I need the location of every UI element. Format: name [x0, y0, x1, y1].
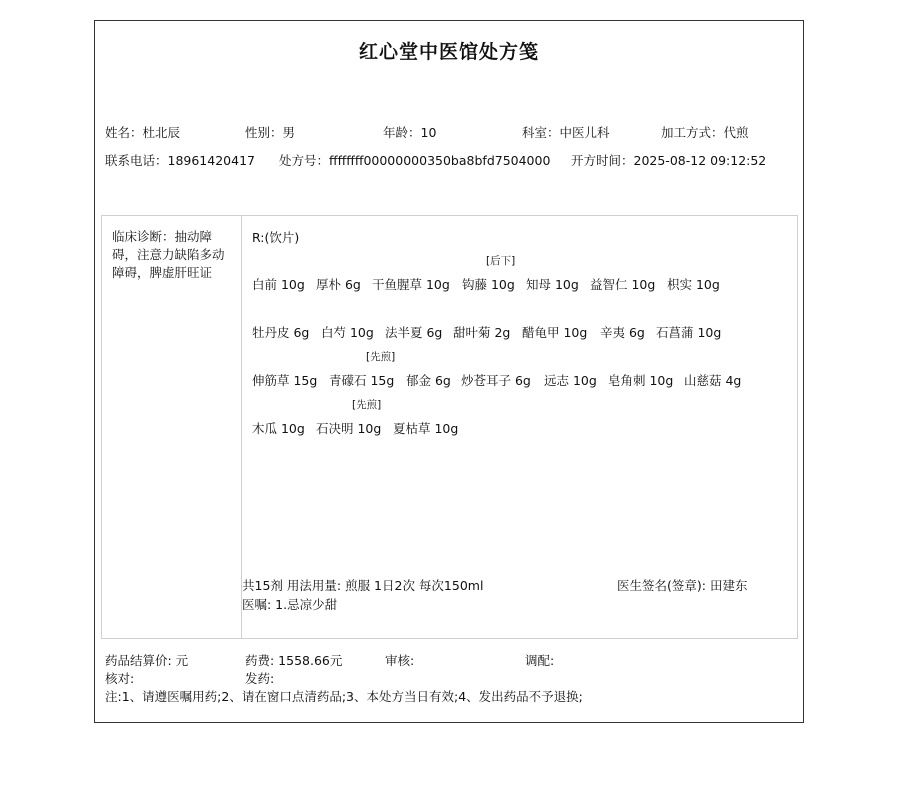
- herb-item: 炒苍耳子 6g: [461, 373, 531, 388]
- herb-item: 夏枯草 10g: [393, 421, 459, 436]
- issue-field: 发药:: [245, 671, 275, 686]
- herb-item: 伸筋草 15g: [252, 373, 318, 388]
- herb-item: 石决明 10g: [316, 421, 382, 436]
- patient-age: 年龄：10: [383, 125, 437, 140]
- prescription-sheet: [94, 20, 804, 723]
- prescription-body: [101, 215, 798, 639]
- patient-phone: 联系电话：18961420417: [105, 153, 255, 168]
- herb-item: 干鱼腥草 10g: [372, 277, 450, 292]
- herb-item: 牡丹皮 6g: [252, 325, 310, 340]
- herb-item: 青礞石 15g: [329, 373, 395, 388]
- herb-note: [后下]: [486, 255, 516, 267]
- drug-settlement-price: 药品结算价: 元: [105, 653, 189, 668]
- usage-dosage: 共15剂 用法用量: 煎服 1日2次 每次150ml: [242, 578, 484, 593]
- herb-item: 皂角刺 10g: [608, 373, 674, 388]
- herb-item: 辛夷 6g: [600, 325, 645, 340]
- column-divider: [241, 216, 242, 638]
- page-title: 红心堂中医馆处方笺: [358, 41, 539, 63]
- herb-item: 石菖蒲 10g: [656, 325, 722, 340]
- review-field: 审核:: [385, 653, 415, 668]
- herb-item: 醋龟甲 10g: [522, 325, 588, 340]
- herb-item: 郁金 6g: [406, 373, 451, 388]
- herb-item: 枳实 10g: [667, 277, 720, 292]
- herb-item: 白前 10g: [252, 277, 305, 292]
- herb-item: 法半夏 6g: [385, 325, 443, 340]
- herb-item: 益智仁 10g: [590, 277, 656, 292]
- prescription-number: 处方号：ffffffff00000000350ba8bfd7504000: [279, 153, 551, 168]
- herb-item: 木瓜 10g: [252, 421, 305, 436]
- herb-item: 知母 10g: [526, 277, 579, 292]
- herb-item: 甜叶菊 2g: [453, 325, 511, 340]
- patient-gender: 性别：男: [245, 125, 296, 140]
- rx-header: R:(饮片): [252, 230, 300, 245]
- clinical-diagnosis: 临床诊断：抽动障碍，注意力缺陷多动障碍，脾虚肝旺证: [112, 229, 225, 280]
- herb-note: [先煎]: [352, 399, 382, 411]
- processing-method: 加工方式：代煎: [661, 125, 749, 140]
- herb-item: 远志 10g: [544, 373, 597, 388]
- medical-advice: 医嘱: 1.忌凉少甜: [242, 597, 338, 612]
- herb-item: 白芍 10g: [321, 325, 374, 340]
- prescription-time: 开方时间：2025-08-12 09:12:52: [571, 153, 767, 168]
- footer-notice: 注:1、请遵医嘱用药;2、请在窗口点清药品;3、本处方当日有效;4、发出药品不予退换;: [105, 689, 583, 704]
- dispense-field: 调配:: [525, 653, 555, 668]
- check-field: 核对:: [105, 671, 135, 686]
- doctor-signature: 医生签名(签章): 田建东: [617, 578, 748, 593]
- patient-department: 科室：中医儿科: [522, 125, 610, 140]
- herb-item: 山慈菇 4g: [684, 373, 742, 388]
- patient-name: 姓名：杜北辰: [105, 125, 181, 140]
- herb-note: [先煎]: [366, 351, 396, 363]
- herb-item: 钩藤 10g: [462, 277, 515, 292]
- herb-item: 厚朴 6g: [316, 277, 361, 292]
- drug-fee: 药费: 1558.66元: [245, 653, 343, 668]
